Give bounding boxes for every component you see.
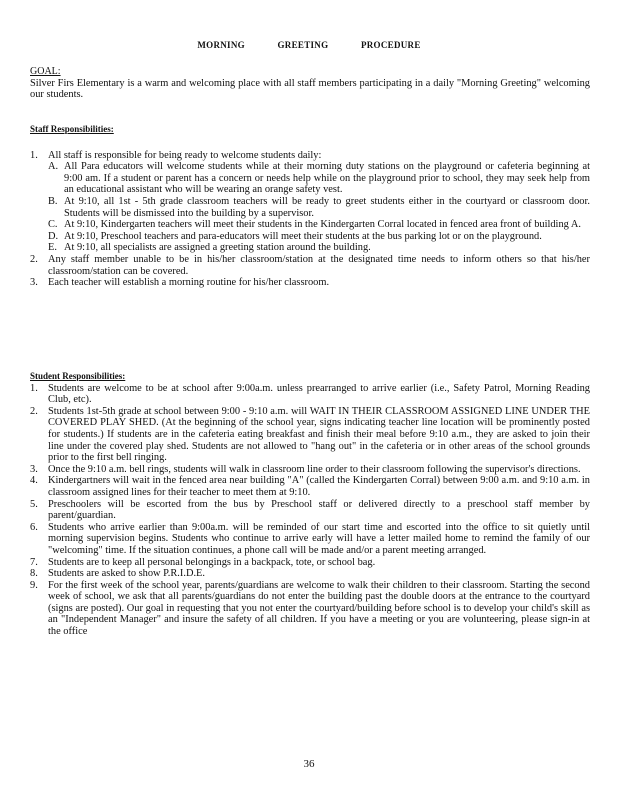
item-number: 2. <box>30 405 38 417</box>
student-list-item <box>30 475 590 498</box>
item-text: Students are asked to show P.R.I.D.E. <box>48 568 205 580</box>
item-text: Each teacher will establish a morning routine for his/her classroom. <box>48 277 330 289</box>
student-list-item <box>30 568 590 580</box>
item-number: 3. <box>30 463 38 475</box>
student-list <box>30 383 590 638</box>
student-heading: Student Responsibilities: <box>30 371 126 381</box>
item-number: 4. <box>30 475 38 487</box>
student-list-item <box>30 406 590 464</box>
item-text: For the first week of the school year, parents/guardians are welcome to walk their children to their classroom. Starting the second week of school, we ask that all parents/guardians do not enter the building past the double doors at the entrance to the courtyard (signs are posted). Our goal in requesting that you not enter the courtyard/building before school is to develop your child's skill as an "Independent Manager" and insure the safety of all children. If you have a meeting or you are volunteering, please sign-in at the office <box>48 579 590 638</box>
item-number: 7. <box>30 556 38 568</box>
goal-text: Silver Firs Elementary is a warm and welcoming place with all staff members participating in a daily "Morning Greeting" welcoming our students. <box>30 77 590 101</box>
item-number: 2. <box>30 253 38 265</box>
item-text: Kindergartners will wait in the fenced area near building "A" (called the Kindergarten Corral) between 9:00 a.m. and 9:10 a.m. in classroom assigned lines for their teacher to meet them at 9:10. <box>48 475 590 498</box>
item-text: At 9:10, all 1st - 5th grade classroom teachers will be ready to greet students either in the courtyard or classroom door. Students will be dismissed into the building by a supervisor. <box>64 195 590 219</box>
item-text: Preschoolers will be escorted from the bus by Preschool staff or delivered directly to a preschool staff member by parent/guardian. <box>48 498 590 522</box>
item-text: Students are to keep all personal belongings in a backpack, tote, or school bag. <box>48 556 376 568</box>
staff-sub-item <box>30 242 590 254</box>
student-list-item <box>30 383 590 406</box>
goal-section <box>30 66 590 101</box>
student-section <box>30 371 590 638</box>
item-text: All staff is responsible for being ready to welcome students daily: <box>48 149 322 161</box>
item-number: 8. <box>30 568 38 580</box>
student-list-item <box>30 580 590 638</box>
staff-list <box>30 150 590 289</box>
item-number: 5. <box>30 498 38 510</box>
item-text: Any staff member unable to be in his/her classroom/station at the designated time needs to inform others so that his/her classroom/station can be covered. <box>48 253 590 277</box>
item-number: A. <box>48 161 59 173</box>
staff-sub-item <box>30 196 590 219</box>
item-text: At 9:10, Kindergarten teachers will meet their students in the Kindergarten Corral located in fenced area front of building A. <box>64 219 581 231</box>
item-number: 9. <box>30 579 38 591</box>
staff-heading: Staff Responsibilities: <box>30 124 114 134</box>
goal-heading: GOAL: <box>30 66 61 77</box>
page-number: 36 <box>303 758 315 770</box>
item-number: 1. <box>30 149 38 161</box>
document-title: MORNING GREETING PROCEDURE <box>197 40 421 50</box>
student-list-item <box>30 522 590 557</box>
staff-list-item <box>30 150 590 162</box>
student-list-item <box>30 499 590 522</box>
item-text: Students who arrive earlier than 9:00a.m. will be reminded of our start time and escorted into the office to sit quietly until morning supervision begins. Students who continue to arrive early will have a letter mailed home to remind the family of our "welcoming" time. If the situation continues, a phone call will be made and/or a parent meeting arranged. <box>48 521 590 556</box>
item-text: At 9:10, Preschool teachers and para-educators will meet their students at the bus parking lot or on the playground. <box>64 230 542 242</box>
item-text: Students are welcome to be at school after 9:00a.m. unless prearranged to arrive earlier (i.e., Safety Patrol, Morning Reading Club, etc). <box>48 382 590 406</box>
staff-list-item <box>30 254 590 277</box>
item-text: At 9:10, all specialists are assigned a greeting station around the building. <box>64 242 371 254</box>
staff-sub-item <box>30 161 590 196</box>
item-text: All Para educators will welcome students while at their morning duty stations on the playground or cafeteria beginning at 9:00 am. If a student or parent has a concern or needs help while on the playground prior to school, they may seek help from an educational assistant who will be wearing an orange safety vest. <box>64 161 590 196</box>
item-text: Once the 9:10 a.m. bell rings, students will walk in classroom line order to their classroom following the supervisor's directions. <box>48 463 581 475</box>
item-number: 6. <box>30 521 38 533</box>
staff-sub-item <box>30 219 590 231</box>
student-list-item <box>30 557 590 569</box>
staff-sub-item <box>30 231 590 243</box>
item-number: E. <box>48 242 57 254</box>
item-number: 1. <box>30 382 38 394</box>
item-text: Students 1st-5th grade at school between 9:00 - 9:10 a.m. will WAIT IN THEIR CLASSROOM ASSIGNED LINE UNDER THE COVERED PLAY SHED. (At the beginning of the school year, signs indicating teacher line location will be prominently posted for students.) If students are in the cafeteria eating breakfast and finish their meal before 9:10 a.m., they are asked to join their line under the covered play shed. Students are not allowed to "hang out" in the cafeteria or in other areas of the school grounds prior to the first bell ringing. <box>48 405 590 464</box>
staff-list-item <box>30 277 590 289</box>
item-number: D. <box>48 230 59 242</box>
item-number: C. <box>48 219 58 231</box>
staff-section <box>30 124 590 289</box>
student-list-item <box>30 464 590 476</box>
item-number: B. <box>48 195 58 207</box>
item-number: 3. <box>30 277 38 289</box>
